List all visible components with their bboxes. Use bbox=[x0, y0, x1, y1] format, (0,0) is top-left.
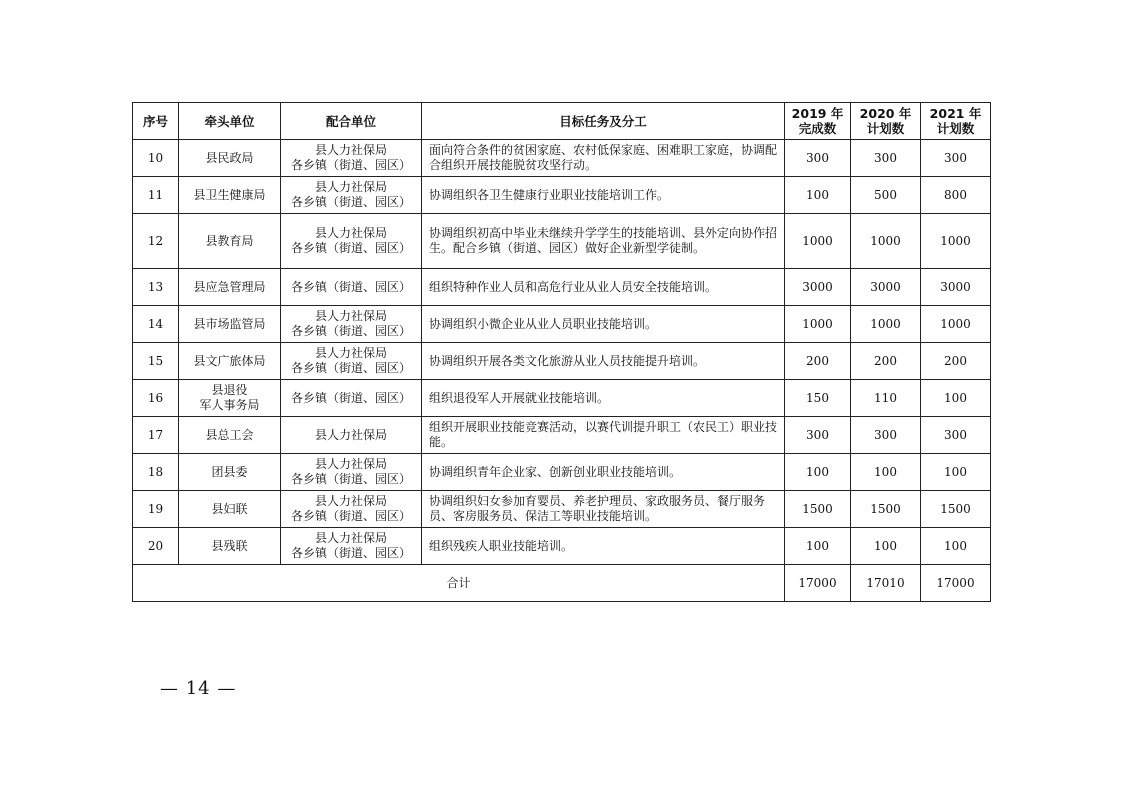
lead-unit-line: 县市场监管局 bbox=[193, 316, 266, 331]
row-task: 协调组织妇女参加育婴员、养老护理员、家政服务员、餐厅服务员、客房服务员、保洁工等职业技能培训。 bbox=[422, 491, 785, 528]
row-task: 组织退役军人开展就业技能培训。 bbox=[422, 380, 785, 417]
row-2019-value: 1000 bbox=[785, 214, 851, 269]
table-row bbox=[133, 380, 991, 417]
row-2019-value: 100 bbox=[785, 528, 851, 565]
total-2021: 17000 bbox=[921, 565, 991, 602]
lead-unit-line: 县教育局 bbox=[205, 233, 254, 248]
row-2020-value: 100 bbox=[851, 454, 921, 491]
partner-unit-line: 各乡镇（街道、园区） bbox=[290, 546, 411, 560]
row-2020-value: 300 bbox=[851, 417, 921, 454]
lead-unit-line: 县妇联 bbox=[211, 501, 248, 516]
row-partner-unit bbox=[281, 417, 422, 454]
lead-unit-line: 团县委 bbox=[211, 464, 248, 479]
row-2019-value: 100 bbox=[785, 454, 851, 491]
partner-unit-line: 各乡镇（街道、园区） bbox=[290, 472, 411, 486]
partner-unit-line: 各乡镇（街道、园区） bbox=[290, 279, 411, 294]
row-task: 协调组织初高中毕业未继续升学学生的技能培训、县外定向协作招生。配合乡镇（街道、园区）做好企业新型学徒制。 bbox=[422, 214, 785, 269]
row-2019-value: 150 bbox=[785, 380, 851, 417]
partner-unit-line: 县人力社保局 bbox=[314, 309, 387, 323]
partner-unit-line: 县人力社保局 bbox=[314, 427, 387, 442]
table-body bbox=[133, 140, 991, 565]
row-partner-unit bbox=[281, 306, 422, 343]
partner-unit-line: 各乡镇（街道、园区） bbox=[290, 158, 411, 172]
partner-unit-line: 县人力社保局 bbox=[314, 143, 387, 157]
row-task: 协调组织小微企业从业人员职业技能培训。 bbox=[422, 306, 785, 343]
header-partner-unit: 配合单位 bbox=[281, 103, 422, 140]
training-plan-table bbox=[132, 102, 991, 602]
row-partner-unit bbox=[281, 269, 422, 306]
partner-unit-line: 各乡镇（街道、园区） bbox=[290, 390, 411, 405]
row-lead-unit bbox=[179, 380, 281, 417]
lead-unit-line: 县退役 bbox=[211, 383, 248, 397]
table-header-row bbox=[133, 103, 991, 140]
table-row bbox=[133, 417, 991, 454]
row-lead-unit bbox=[179, 454, 281, 491]
row-2020-value: 1000 bbox=[851, 214, 921, 269]
row-task: 面向符合条件的贫困家庭、农村低保家庭、困难职工家庭，协调配合组织开展技能脱贫攻坚行动。 bbox=[422, 140, 785, 177]
row-task: 协调组织开展各类文化旅游从业人员技能提升培训。 bbox=[422, 343, 785, 380]
row-lead-unit bbox=[179, 306, 281, 343]
partner-unit-line: 各乡镇（街道、园区） bbox=[290, 361, 411, 375]
row-2021-value: 100 bbox=[921, 528, 991, 565]
row-index: 15 bbox=[133, 343, 179, 380]
row-index: 16 bbox=[133, 380, 179, 417]
partner-unit-line: 县人力社保局 bbox=[314, 457, 387, 471]
table-row bbox=[133, 214, 991, 269]
row-2020-value: 100 bbox=[851, 528, 921, 565]
row-2019-value: 100 bbox=[785, 177, 851, 214]
partner-unit-line: 各乡镇（街道、园区） bbox=[290, 241, 411, 255]
lead-unit-line: 县文广旅体局 bbox=[193, 353, 266, 368]
row-2020-value: 500 bbox=[851, 177, 921, 214]
table-total-row bbox=[133, 565, 991, 602]
table-row bbox=[133, 306, 991, 343]
partner-unit-line: 县人力社保局 bbox=[314, 226, 387, 240]
row-partner-unit bbox=[281, 343, 422, 380]
row-index: 18 bbox=[133, 454, 179, 491]
row-2020-value: 300 bbox=[851, 140, 921, 177]
row-2019-value: 3000 bbox=[785, 269, 851, 306]
row-2021-value: 800 bbox=[921, 177, 991, 214]
row-task: 组织特种作业人员和高危行业从业人员安全技能培训。 bbox=[422, 269, 785, 306]
header-2020-planned bbox=[851, 103, 921, 140]
row-2019-value: 1000 bbox=[785, 306, 851, 343]
row-2019-value: 200 bbox=[785, 343, 851, 380]
row-2021-value: 300 bbox=[921, 417, 991, 454]
header-2019-completed bbox=[785, 103, 851, 140]
row-lead-unit bbox=[179, 528, 281, 565]
header-2021-line1: 2021 年 bbox=[929, 106, 982, 121]
row-2020-value: 1000 bbox=[851, 306, 921, 343]
row-task: 协调组织青年企业家、创新创业职业技能培训。 bbox=[422, 454, 785, 491]
row-lead-unit bbox=[179, 269, 281, 306]
row-task: 组织开展职业技能竞赛活动，以赛代训提升职工（农民工）职业技能。 bbox=[422, 417, 785, 454]
total-2019: 17000 bbox=[785, 565, 851, 602]
row-2021-value: 100 bbox=[921, 380, 991, 417]
row-2020-value: 3000 bbox=[851, 269, 921, 306]
row-2021-value: 1500 bbox=[921, 491, 991, 528]
table-row bbox=[133, 491, 991, 528]
header-task: 目标任务及分工 bbox=[422, 103, 785, 140]
row-2020-value: 200 bbox=[851, 343, 921, 380]
lead-unit-line: 县民政局 bbox=[205, 150, 254, 165]
table-row bbox=[133, 140, 991, 177]
partner-unit-line: 县人力社保局 bbox=[314, 531, 387, 545]
row-index: 14 bbox=[133, 306, 179, 343]
row-partner-unit bbox=[281, 177, 422, 214]
row-index: 20 bbox=[133, 528, 179, 565]
table-row bbox=[133, 177, 991, 214]
row-partner-unit bbox=[281, 214, 422, 269]
table-row bbox=[133, 528, 991, 565]
partner-unit-line: 各乡镇（街道、园区） bbox=[290, 509, 411, 523]
header-2021-planned bbox=[921, 103, 991, 140]
row-lead-unit bbox=[179, 214, 281, 269]
row-task: 协调组织各卫生健康行业职业技能培训工作。 bbox=[422, 177, 785, 214]
total-2020: 17010 bbox=[851, 565, 921, 602]
row-lead-unit bbox=[179, 417, 281, 454]
page-number: — 14 — bbox=[160, 678, 237, 699]
row-2021-value: 3000 bbox=[921, 269, 991, 306]
row-2021-value: 200 bbox=[921, 343, 991, 380]
partner-unit-line: 各乡镇（街道、园区） bbox=[290, 195, 411, 209]
table-row bbox=[133, 269, 991, 306]
row-index: 10 bbox=[133, 140, 179, 177]
row-partner-unit bbox=[281, 528, 422, 565]
row-2021-value: 1000 bbox=[921, 214, 991, 269]
lead-unit-line: 县总工会 bbox=[205, 427, 254, 442]
row-partner-unit bbox=[281, 380, 422, 417]
row-partner-unit bbox=[281, 140, 422, 177]
row-lead-unit bbox=[179, 343, 281, 380]
lead-unit-line: 县卫生健康局 bbox=[193, 187, 266, 202]
row-lead-unit bbox=[179, 140, 281, 177]
table-row bbox=[133, 454, 991, 491]
header-2019-line2: 完成数 bbox=[798, 121, 837, 136]
row-partner-unit bbox=[281, 491, 422, 528]
lead-unit-line: 县残联 bbox=[211, 538, 248, 553]
row-index: 11 bbox=[133, 177, 179, 214]
header-lead-unit: 牵头单位 bbox=[179, 103, 281, 140]
row-2019-value: 1500 bbox=[785, 491, 851, 528]
row-index: 17 bbox=[133, 417, 179, 454]
partner-unit-line: 县人力社保局 bbox=[314, 346, 387, 360]
partner-unit-line: 县人力社保局 bbox=[314, 180, 387, 194]
header-index: 序号 bbox=[133, 103, 179, 140]
row-2020-value: 110 bbox=[851, 380, 921, 417]
row-2021-value: 100 bbox=[921, 454, 991, 491]
row-partner-unit bbox=[281, 454, 422, 491]
row-index: 19 bbox=[133, 491, 179, 528]
lead-unit-line: 县应急管理局 bbox=[193, 279, 266, 294]
header-2020-line1: 2020 年 bbox=[859, 106, 912, 121]
row-2021-value: 300 bbox=[921, 140, 991, 177]
row-2020-value: 1500 bbox=[851, 491, 921, 528]
table-row bbox=[133, 343, 991, 380]
partner-unit-line: 各乡镇（街道、园区） bbox=[290, 324, 411, 338]
header-2020-line2: 计划数 bbox=[866, 121, 905, 136]
row-lead-unit bbox=[179, 177, 281, 214]
header-2019-line1: 2019 年 bbox=[791, 106, 844, 121]
total-label: 合计 bbox=[133, 565, 785, 602]
row-task: 组织残疾人职业技能培训。 bbox=[422, 528, 785, 565]
lead-unit-line: 军人事务局 bbox=[199, 398, 260, 412]
row-2021-value: 1000 bbox=[921, 306, 991, 343]
partner-unit-line: 县人力社保局 bbox=[314, 494, 387, 508]
header-2021-line2: 计划数 bbox=[936, 121, 975, 136]
row-index: 12 bbox=[133, 214, 179, 269]
row-index: 13 bbox=[133, 269, 179, 306]
row-lead-unit bbox=[179, 491, 281, 528]
row-2019-value: 300 bbox=[785, 140, 851, 177]
row-2019-value: 300 bbox=[785, 417, 851, 454]
